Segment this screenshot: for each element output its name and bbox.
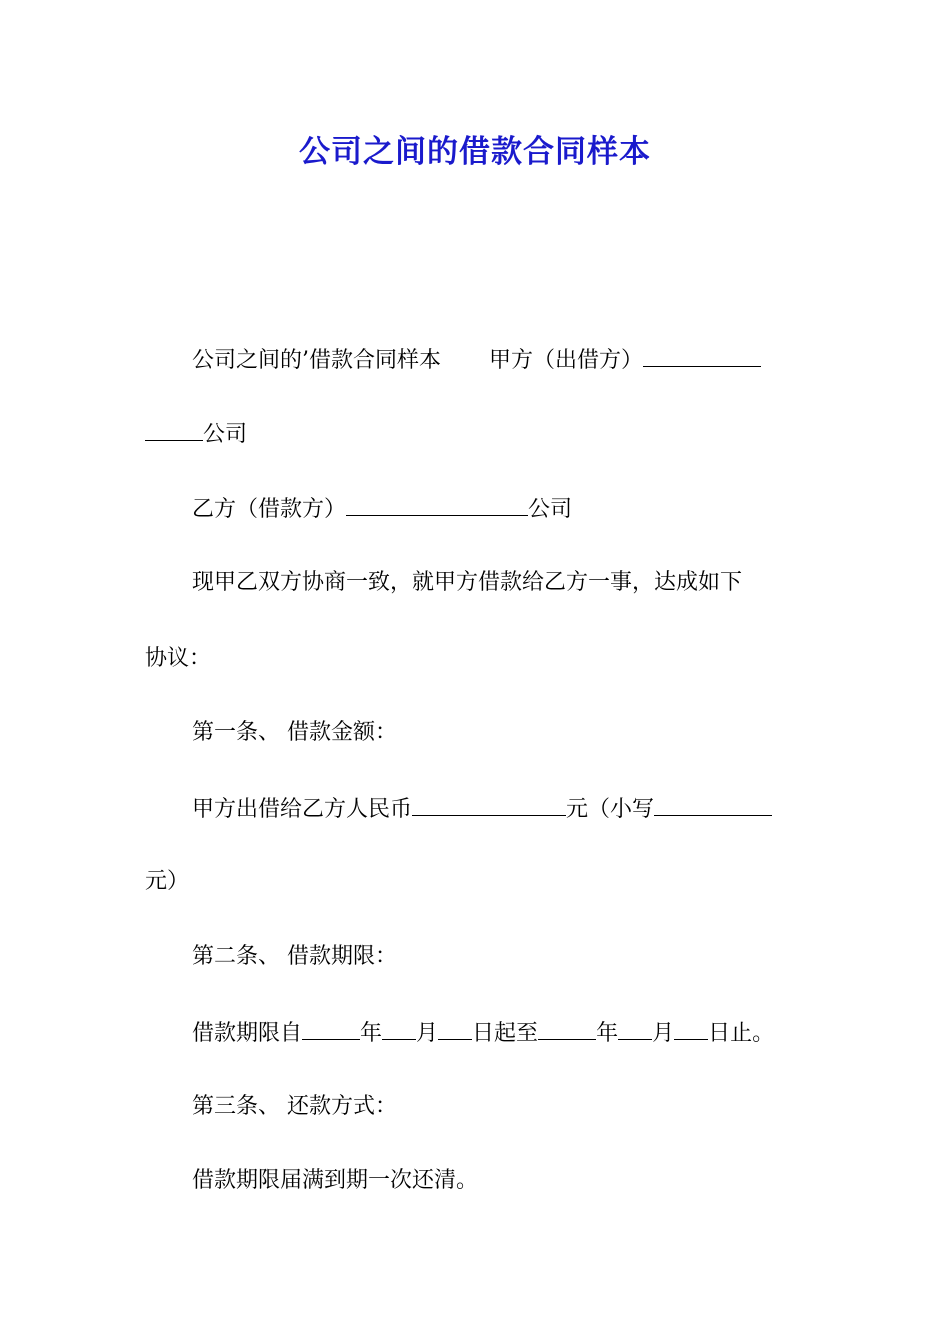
amount-words-blank — [412, 793, 566, 816]
intro-line — [192, 344, 857, 376]
party-a-blank-cont — [145, 418, 203, 441]
agreement-line-2: 协议： — [145, 646, 212, 671]
article1-text-b: 元（小写 — [566, 797, 655, 822]
document-title: 公司之间的借款合同样本 — [299, 134, 651, 170]
party-b-line — [192, 493, 857, 525]
article2-heading: 第二条、 借款期限： — [192, 944, 397, 969]
agreement-line-1: 现甲乙双方协商一致，就甲方借款给乙方一事，达成如下 — [192, 570, 743, 595]
start-day-blank — [438, 1017, 472, 1040]
month-label: 月 — [652, 1021, 675, 1046]
party-a-continuation — [145, 418, 810, 450]
party-b-suffix: 公司 — [528, 497, 573, 522]
intro-text: 公司之间的’借款合同样本 — [192, 348, 441, 373]
end-day-blank — [674, 1017, 708, 1040]
party-a-blank — [643, 344, 761, 367]
year-label: 年 — [596, 1021, 619, 1046]
start-year-blank — [302, 1017, 360, 1040]
article3-text: 借款期限届满到期一次还清。 — [192, 1168, 479, 1193]
amount-digits-blank — [654, 793, 772, 816]
article2-text — [192, 1017, 857, 1049]
article3-heading: 第三条、 还款方式： — [192, 1094, 397, 1119]
day-to-label: 日止。 — [708, 1021, 775, 1046]
end-year-blank — [538, 1017, 596, 1040]
end-month-blank — [618, 1017, 652, 1040]
month-label: 月 — [416, 1021, 439, 1046]
article2-text-a: 借款期限自 — [192, 1021, 303, 1046]
article1-text-a: 甲方出借给乙方人民币 — [192, 797, 413, 822]
party-b-blank — [346, 493, 528, 516]
party-b-label: 乙方（借款方） — [192, 497, 347, 522]
article1-text-cont: 元） — [145, 869, 190, 894]
year-label: 年 — [360, 1021, 383, 1046]
party-a-suffix: 公司 — [203, 422, 248, 447]
article1-heading: 第一条、 借款金额： — [192, 720, 397, 745]
party-a-label: 甲方（出借方） — [489, 348, 644, 373]
article1-text — [192, 793, 857, 825]
day-from-label: 日起至 — [472, 1021, 539, 1046]
start-month-blank — [382, 1017, 416, 1040]
